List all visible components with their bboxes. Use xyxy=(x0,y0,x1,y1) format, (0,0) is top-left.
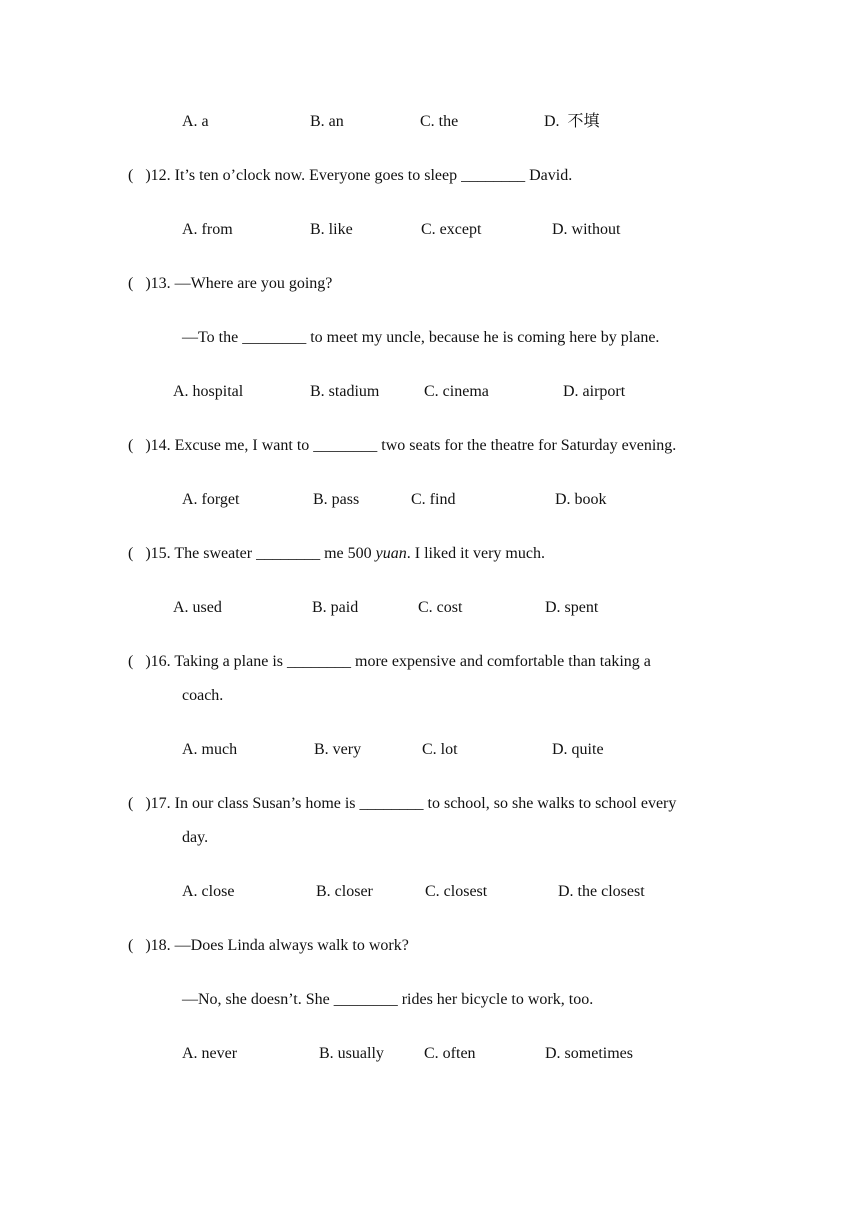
q17-option-d: D. the closest xyxy=(558,883,645,900)
q18-option-c: C. often xyxy=(424,1045,476,1062)
q18-option-b: B. usually xyxy=(319,1045,384,1062)
q15-option-d: D. spent xyxy=(545,599,599,616)
q11-option-a: A. a xyxy=(182,113,209,130)
q13-option-c: C. cinema xyxy=(424,383,489,400)
q15-option-a: A. used xyxy=(173,599,222,616)
q17-option-a: A. close xyxy=(182,883,235,900)
q15-option-c: C. cost xyxy=(418,599,463,616)
q13-question-line2: —To the ________ to meet my uncle, because he is coming here by plane. xyxy=(182,329,660,346)
q18-option-a: A. never xyxy=(182,1045,238,1062)
q13-question: ( )13. —Where are you going? xyxy=(128,275,333,292)
q18-question: ( )18. —Does Linda always walk to work? xyxy=(128,937,409,954)
q16-option-a: A. much xyxy=(182,741,238,758)
q15-question xyxy=(128,544,545,564)
q14-option-a: A. forget xyxy=(182,491,240,508)
q17-question: ( )17. In our class Susan’s home is ________ to school, so she walks to school every xyxy=(128,795,677,812)
q12-option-b: B. like xyxy=(310,221,353,238)
q12-option-d: D. without xyxy=(552,221,621,238)
q16-option-d: D. quite xyxy=(552,741,604,758)
q15-text-after: . I liked it very much. xyxy=(406,545,545,562)
q16-option-c: C. lot xyxy=(422,741,458,758)
q11-option-c: C. the xyxy=(420,113,459,130)
q12-option-a: A. from xyxy=(182,221,233,238)
q18-option-d: D. sometimes xyxy=(545,1045,633,1062)
q18-question-line2: —No, she doesn’t. She ________ rides her bicycle to work, too. xyxy=(182,991,594,1008)
q14-question: ( )14. Excuse me, I want to ________ two seats for the theatre for Saturday evening. xyxy=(128,437,677,454)
q11-option-d: D. 不填 xyxy=(544,113,600,130)
q15-italic-word: yuan xyxy=(375,545,407,562)
q16-option-b: B. very xyxy=(314,741,362,758)
q16-question: ( )16. Taking a plane is ________ more expensive and comfortable than taking a xyxy=(128,653,651,670)
q14-option-d: D. book xyxy=(555,491,607,508)
q13-option-a: A. hospital xyxy=(173,383,244,400)
q16-question-line2: coach. xyxy=(182,687,224,704)
q15-option-b: B. paid xyxy=(312,599,359,616)
q12-question: ( )12. It’s ten o’clock now. Everyone goes to sleep ________ David. xyxy=(128,167,573,184)
q12-option-c: C. except xyxy=(421,221,482,238)
q11-option-b: B. an xyxy=(310,113,344,130)
q14-option-b: B. pass xyxy=(313,491,360,508)
q17-option-b: B. closer xyxy=(316,883,373,900)
q15-text-before: ( )15. The sweater ________ me 500 xyxy=(128,545,376,562)
q17-option-c: C. closest xyxy=(425,883,488,900)
q14-option-c: C. find xyxy=(411,491,456,508)
q13-option-b: B. stadium xyxy=(310,383,380,400)
q13-option-d: D. airport xyxy=(563,383,626,400)
q17-question-line2: day. xyxy=(182,829,209,846)
